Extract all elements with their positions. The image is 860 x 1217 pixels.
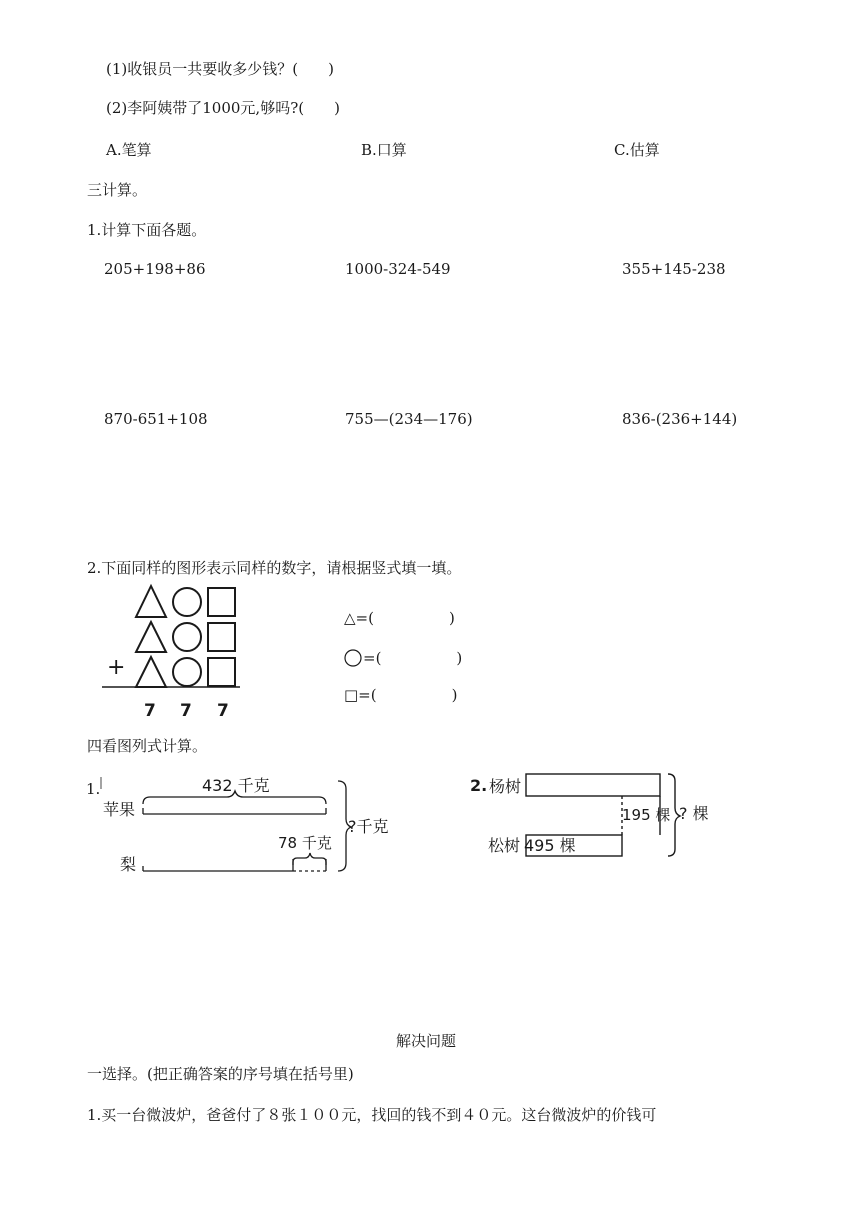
problem-1: 1.买一台微波炉，爸爸付了８张１００元，找回的钱不到４０元。这台微波炉的价钱可 <box>87 1106 657 1124</box>
square-icon <box>208 658 235 686</box>
square-icon <box>208 623 235 651</box>
triangle-icon <box>136 622 166 652</box>
difference-count: 195 棵 <box>622 806 671 824</box>
part2-title: 2.下面同样的图形表示同样的数字，请根据竖式填一填。 <box>87 559 462 577</box>
vertical-addition-figure <box>95 583 255 723</box>
expression: 1000-324-549 <box>345 260 451 278</box>
label-song: 松树 <box>488 836 521 855</box>
sum-digit: 7 <box>217 701 229 721</box>
answer-circle: =( ) <box>363 649 463 667</box>
sum-digit: 7 <box>144 701 156 721</box>
plus-sign: + <box>107 655 126 680</box>
circle-icon <box>173 658 201 686</box>
expression: 205+198+86 <box>104 260 206 278</box>
difference-weight: 78 千克 <box>278 834 332 852</box>
problems-heading: 一选择。(把正确答案的序号填在括号里) <box>87 1065 354 1083</box>
label-yang: 杨树 <box>489 777 522 796</box>
circle-icon <box>344 649 362 667</box>
label-apple: 苹果 <box>103 800 136 819</box>
expression: 755—(234—176) <box>345 410 473 428</box>
question-2: (2)李阿姨带了1000元,够吗?( ) <box>106 99 340 117</box>
label-pear: 梨 <box>120 855 137 874</box>
total-count: ? 棵 <box>679 804 709 823</box>
total-weight: ?千克 <box>348 817 389 836</box>
sum-digit: 7 <box>180 701 192 721</box>
apple-weight: 432 千克 <box>202 776 270 795</box>
triangle-icon <box>136 657 166 687</box>
option-a: A.笔算 <box>106 141 152 159</box>
option-c: C.估算 <box>614 141 660 159</box>
expression: 870-651+108 <box>104 410 208 428</box>
diagram2-number: 2. <box>470 776 488 795</box>
option-b: B.口算 <box>361 141 407 159</box>
question-1: (1)收银员一共要收多少钱？( ) <box>106 60 334 78</box>
song-count: 495 棵 <box>524 836 576 855</box>
diagram1-number: 1. <box>86 780 101 798</box>
answer-square: □=( ) <box>344 686 458 704</box>
expression: 836-(236+144) <box>622 410 738 428</box>
section3-heading: 三计算。 <box>87 181 148 199</box>
circle-icon <box>173 588 201 616</box>
section-title: 解决问题 <box>396 1032 457 1050</box>
expression: 355+145-238 <box>622 260 726 278</box>
circle-icon <box>173 623 201 651</box>
triangle-icon <box>136 586 166 617</box>
square-icon <box>208 588 235 616</box>
part1-title: 1.计算下面各题。 <box>87 221 207 239</box>
section4-heading: 四看图列式计算。 <box>87 737 208 755</box>
answer-triangle: △=( ) <box>344 609 455 627</box>
